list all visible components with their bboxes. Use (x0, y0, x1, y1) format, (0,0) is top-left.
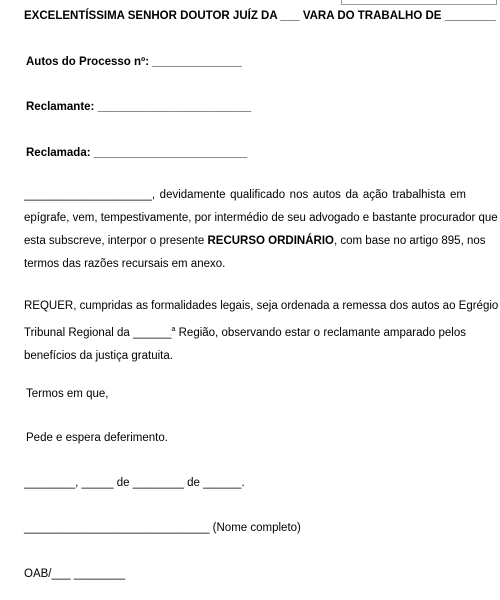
request-paragraph (24, 295, 499, 368)
request-line-2-end: Região, observando estar o reclamante amparado pelos (175, 327, 467, 339)
defendant-field: Reclamada: ________________________ (26, 147, 248, 159)
appeal-line-1: ____________________, devidamente qualificado nos autos da ação trabalhista em (24, 189, 466, 201)
appeal-type-bold: RECURSO ORDINÁRIO (207, 235, 334, 247)
date-line: ________, _____ de ________ de ______. (24, 477, 245, 489)
claimant-field: Reclamante: ________________________ (26, 101, 252, 113)
appeal-line-3-start: esta subscreve, interpor o presente (24, 235, 208, 247)
signature-line: _____________________________ (Nome completo) (24, 522, 301, 534)
request-line-1: REQUER, cumpridas as formalidades legais, seja ordenada a remessa dos autos ao Egrégio (24, 300, 499, 312)
request-line-3: benefícios da justiça gratuita. (24, 350, 173, 362)
appeal-line-3 (24, 230, 486, 253)
document-heading: EXCELENTÍSSIMA SENHOR DOUTOR JUÍZ DA ___ VARA DO TRABALHO DE ________ (24, 10, 496, 22)
appeal-line-3-end: , com base no artigo 895, nos (333, 235, 486, 247)
ordinal-superscript: a (171, 326, 176, 333)
appeal-paragraph (24, 184, 498, 276)
process-number-field: Autos do Processo nº: ______________ (26, 56, 242, 68)
closing-request: Pede e espera deferimento. (26, 432, 168, 444)
appeal-line-2: epígrafe, vem, tempestivamente, por intermédio de seu advogado e bastante procurador que (24, 212, 498, 224)
appeal-line-4: termos das razões recursais em anexo. (24, 258, 226, 270)
request-line-2 (24, 318, 466, 345)
closing-terms: Termos em que, (26, 388, 109, 400)
oab-line: OAB/___ ________ (24, 568, 126, 580)
request-line-2-start: Tribunal Regional da ______ (24, 327, 172, 339)
